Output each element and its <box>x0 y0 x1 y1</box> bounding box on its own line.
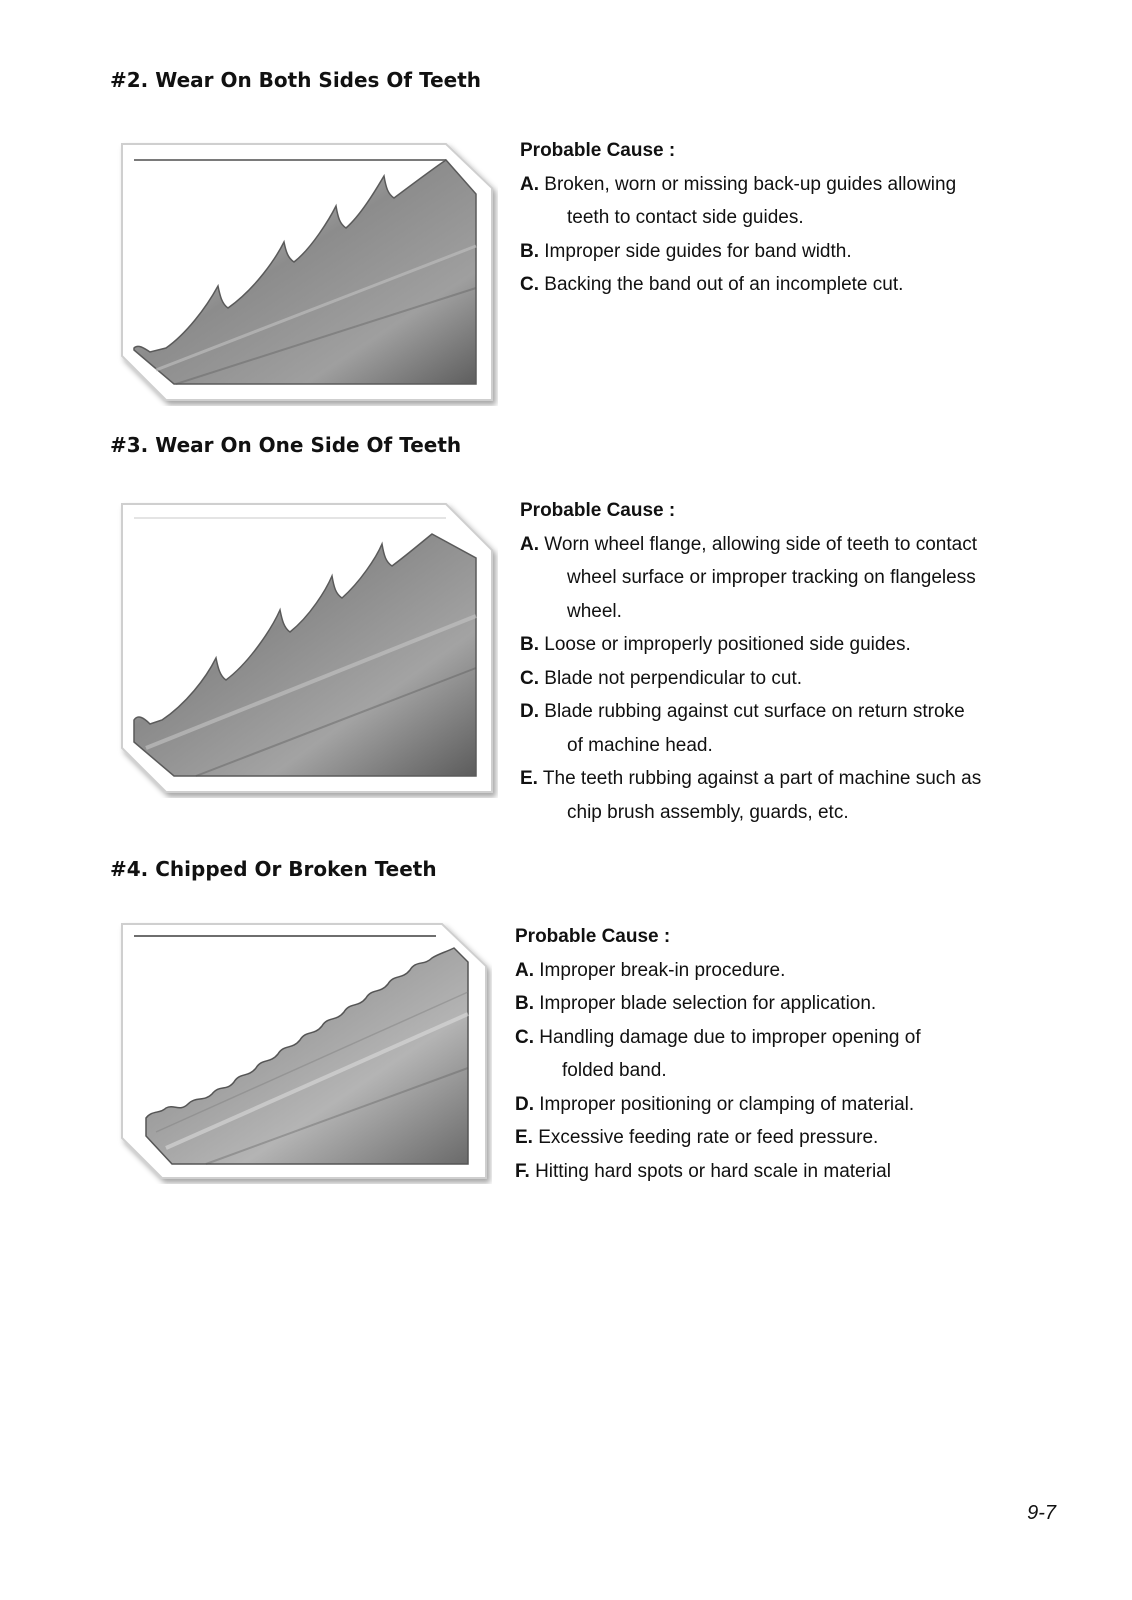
cause-letter: A. <box>520 173 539 195</box>
cause-letter: E. <box>515 1127 533 1148</box>
cause-item <box>520 235 956 269</box>
cause-letter: B. <box>515 993 534 1014</box>
cause-letter: A. <box>520 533 539 555</box>
cause-letter: D. <box>520 701 539 722</box>
section-2-causes <box>520 134 956 302</box>
cause-item <box>520 268 956 302</box>
cause-text: Backing the band out of an incomplete cut. <box>544 274 904 295</box>
cause-text: Handling damage due to improper opening of <box>539 1026 921 1048</box>
cause-letter: D. <box>515 1093 534 1115</box>
section-4-causes <box>515 920 921 1188</box>
cause-item <box>515 1021 921 1088</box>
cause-item <box>515 1121 921 1155</box>
cause-text-continued: wheel. <box>567 600 622 622</box>
cause-item <box>520 662 981 696</box>
saw-blade-photo-one-side <box>116 498 498 798</box>
section-3-heading: #3. Wear On One Side Of Teeth <box>110 433 462 457</box>
cause-letter: A. <box>515 959 534 981</box>
section-3-causes <box>520 494 981 829</box>
page-number: 9-7 <box>1027 1502 1056 1524</box>
cause-text: Improper positioning or clamping of material. <box>539 1093 915 1115</box>
cause-text-continued: wheel surface or improper tracking on flangeless <box>567 567 976 588</box>
cause-text-continued: chip brush assembly, guards, etc. <box>567 801 849 823</box>
cause-letter: C. <box>515 1026 534 1048</box>
cause-text: Broken, worn or missing back-up guides allowing <box>544 173 957 195</box>
cause-text: Blade not perpendicular to cut. <box>544 667 803 689</box>
cause-item <box>520 628 981 662</box>
cause-letter: B. <box>520 634 539 655</box>
section-2-heading: #2. Wear On Both Sides Of Teeth <box>110 68 482 92</box>
cause-text: Blade rubbing against cut surface on return stroke <box>544 701 965 722</box>
cause-text: Excessive feeding rate or feed pressure. <box>538 1127 879 1148</box>
cause-item <box>515 954 921 988</box>
cause-item <box>520 168 956 235</box>
cause-text: Hitting hard spots or hard scale in material <box>535 1160 891 1182</box>
cause-item <box>515 987 921 1021</box>
cause-item <box>520 528 981 629</box>
section-4-heading: #4. Chipped Or Broken Teeth <box>110 857 437 881</box>
cause-text-continued: teeth to contact side guides. <box>567 207 804 228</box>
cause-letter: C. <box>520 274 539 295</box>
cause-text-continued: folded band. <box>562 1060 667 1081</box>
cause-item <box>515 1088 921 1122</box>
cause-text: Improper blade selection for application. <box>539 993 877 1014</box>
cause-letter: C. <box>520 667 539 689</box>
cause-item <box>515 1155 921 1189</box>
cause-text-continued: of machine head. <box>567 734 713 756</box>
probable-cause-title: Probable Cause : <box>520 500 676 521</box>
probable-cause-title: Probable Cause : <box>520 140 676 161</box>
cause-text: Improper break-in procedure. <box>539 959 786 981</box>
probable-cause-title: Probable Cause : <box>515 926 671 947</box>
cause-text: Loose or improperly positioned side guides. <box>544 634 911 655</box>
saw-blade-photo-chipped <box>116 918 492 1184</box>
cause-letter: E. <box>520 768 538 789</box>
saw-blade-photo-both-sides <box>116 138 498 406</box>
cause-text: Improper side guides for band width. <box>544 240 852 262</box>
cause-item <box>520 695 981 762</box>
cause-letter: B. <box>520 240 539 262</box>
cause-text: Worn wheel flange, allowing side of teeth to contact <box>544 533 977 555</box>
cause-text: The teeth rubbing against a part of machine such as <box>542 768 982 789</box>
cause-letter: F. <box>515 1160 530 1182</box>
cause-item <box>520 762 981 829</box>
